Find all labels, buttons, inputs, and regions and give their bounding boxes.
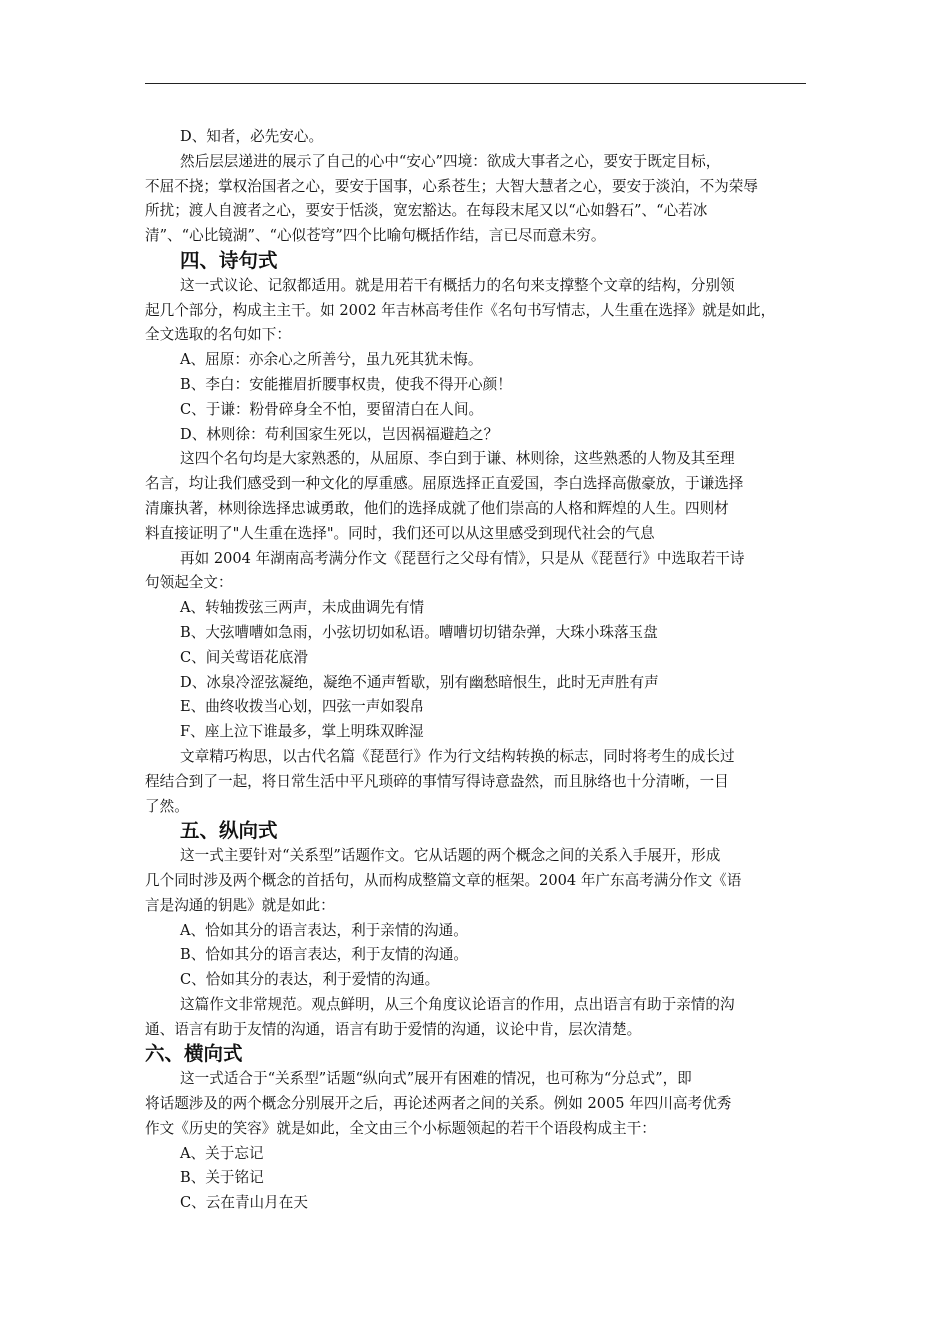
paragraph-line: 了然。 (145, 797, 189, 815)
list-item: D、林则徐：苟利国家生死以，岂因祸福避趋之？ (180, 425, 499, 443)
list-item: A、转轴拨弦三两声，未成曲调先有情 (180, 599, 425, 617)
paragraph-line: 将话题涉及的两个概念分别展开之后，再论述两者之间的关系。例如 2005 年四川高考优秀 (145, 1095, 732, 1113)
section-heading: 五、纵向式 (180, 819, 278, 843)
paragraph-line: 所扰；渡人自渡者之心，要安于恬淡，宽宏豁达。在每段末尾又以“心如磐石”、“心若冰 (145, 202, 708, 220)
paragraph-line: 几个同时涉及两个概念的首括句，从而构成整篇文章的框架。2004 年广东高考满分作文《语 (145, 871, 742, 889)
list-item: C、于谦：粉骨碎身全不怕，要留清白在人间。 (180, 400, 484, 418)
list-item: B、大弦嘈嘈如急雨，小弦切切如私语。嘈嘈切切错杂弹，大珠小珠落玉盘 (180, 623, 658, 641)
paragraph-line: 再如 2004 年湖南高考满分作文《琵琶行之父母有情》，只是从《琵琶行》中选取若干诗 (180, 549, 745, 567)
paragraph-line: 清”、“心比镜湖”、“心似苍穹”四个比喻句概括作结，言已尽而意未穷。 (145, 227, 606, 245)
list-item: A、关于忘记 (180, 1144, 264, 1162)
document-page (145, 125, 808, 1216)
list-item: F、座上泣下谁最多，掌上明珠双眸湿 (180, 723, 424, 741)
list-item: D、冰泉冷涩弦凝绝，凝绝不通声暂歇，别有幽愁暗恨生，此时无声胜有声 (180, 673, 659, 691)
paragraph-line: 名言，均让我们感受到一种文化的厚重感。屈原选择正直爱国，李白选择高傲豪放，于谦选择 (145, 475, 744, 493)
list-item: C、云在青山月在天 (180, 1194, 308, 1212)
list-item: B、李白：安能摧眉折腰事权贵，使我不得开心颜！ (180, 375, 512, 393)
paragraph-line: 这一式适合于“关系型”话题“纵向式”展开有困难的情况，也可称为“分总式”，即 (180, 1070, 692, 1088)
paragraph-line: 作文《历史的笑容》就是如此，全文由三个小标题领起的若干个语段构成主干： (145, 1119, 656, 1137)
list-item: B、关于铭记 (180, 1169, 264, 1187)
header-rule (145, 83, 806, 84)
paragraph-line: 言是沟通的钥匙》就是如此： (145, 896, 335, 914)
paragraph-line: 这一式议论、记叙都适用。就是用若干有概括力的名句来支撑整个文章的结构，分别领 (180, 276, 735, 294)
list-item: C、间关莺语花底滑 (180, 648, 308, 666)
paragraph-line: 程结合到了一起，将日常生活中平凡琐碎的事情写得诗意盎然，而且脉络也十分清晰，一目 (145, 772, 729, 790)
paragraph-line: 文章精巧构思，以古代名篇《琵琶行》作为行文结构转换的标志，同时将考生的成长过 (180, 747, 735, 765)
section-heading: 四、诗句式 (180, 248, 278, 272)
list-item: D、知者，必先安心。 (180, 128, 324, 145)
list-item: B、恰如其分的语言表达，利于友情的沟通。 (180, 946, 469, 964)
list-item: A、屈原：亦余心之所善兮，虽九死其犹未悔。 (180, 351, 483, 369)
paragraph-line: 这篇作文非常规范。观点鲜明，从三个角度议论语言的作用，点出语言有助于亲情的沟 (180, 995, 735, 1013)
paragraph-line: 不屈不挠；掌权治国者之心，要安于国事，心系苍生；大智大慧者之心，要安于淡泊，不为荣辱 (145, 177, 758, 195)
section-heading: 六、横向式 (145, 1042, 243, 1066)
paragraph-line: 句领起全文： (145, 574, 233, 592)
paragraph-line: 这四个名句均是大家熟悉的，从屈原、李白到于谦、林则徐，这些熟悉的人物及其至理 (180, 450, 735, 468)
list-item: C、恰如其分的表达，利于爱情的沟通。 (180, 971, 440, 989)
paragraph-line: 然后层层递进的展示了自己的心中“安心”四境：欲成大事者之心，要安于既定目标， (180, 152, 721, 170)
paragraph-line: 全文选取的名句如下： (145, 326, 291, 344)
paragraph-line: 通、语言有助于友情的沟通，语言有助于爱情的沟通，议论中肯，层次清楚。 (145, 1020, 642, 1038)
paragraph-line: 起几个部分，构成主主干。如 2002 年吉林高考佳作《名句书写情志，人生重在选择》就是如此， (145, 301, 776, 319)
paragraph-line: 料直接证明了"人生重在选择"。同时，我们还可以从这里感受到现代社会的气息 (145, 524, 655, 542)
list-item: A、恰如其分的语言表达，利于亲情的沟通。 (180, 921, 468, 939)
list-item: E、曲终收拨当心划，四弦一声如裂帛 (180, 698, 425, 716)
paragraph-line: 这一式主要针对“关系型”话题作文。它从话题的两个概念之间的关系入手展开，形成 (180, 847, 721, 865)
paragraph-line: 清廉执著，林则徐选择忠诚勇敢，他们的选择成就了他们崇高的人格和辉煌的人生。四则材 (145, 499, 729, 517)
